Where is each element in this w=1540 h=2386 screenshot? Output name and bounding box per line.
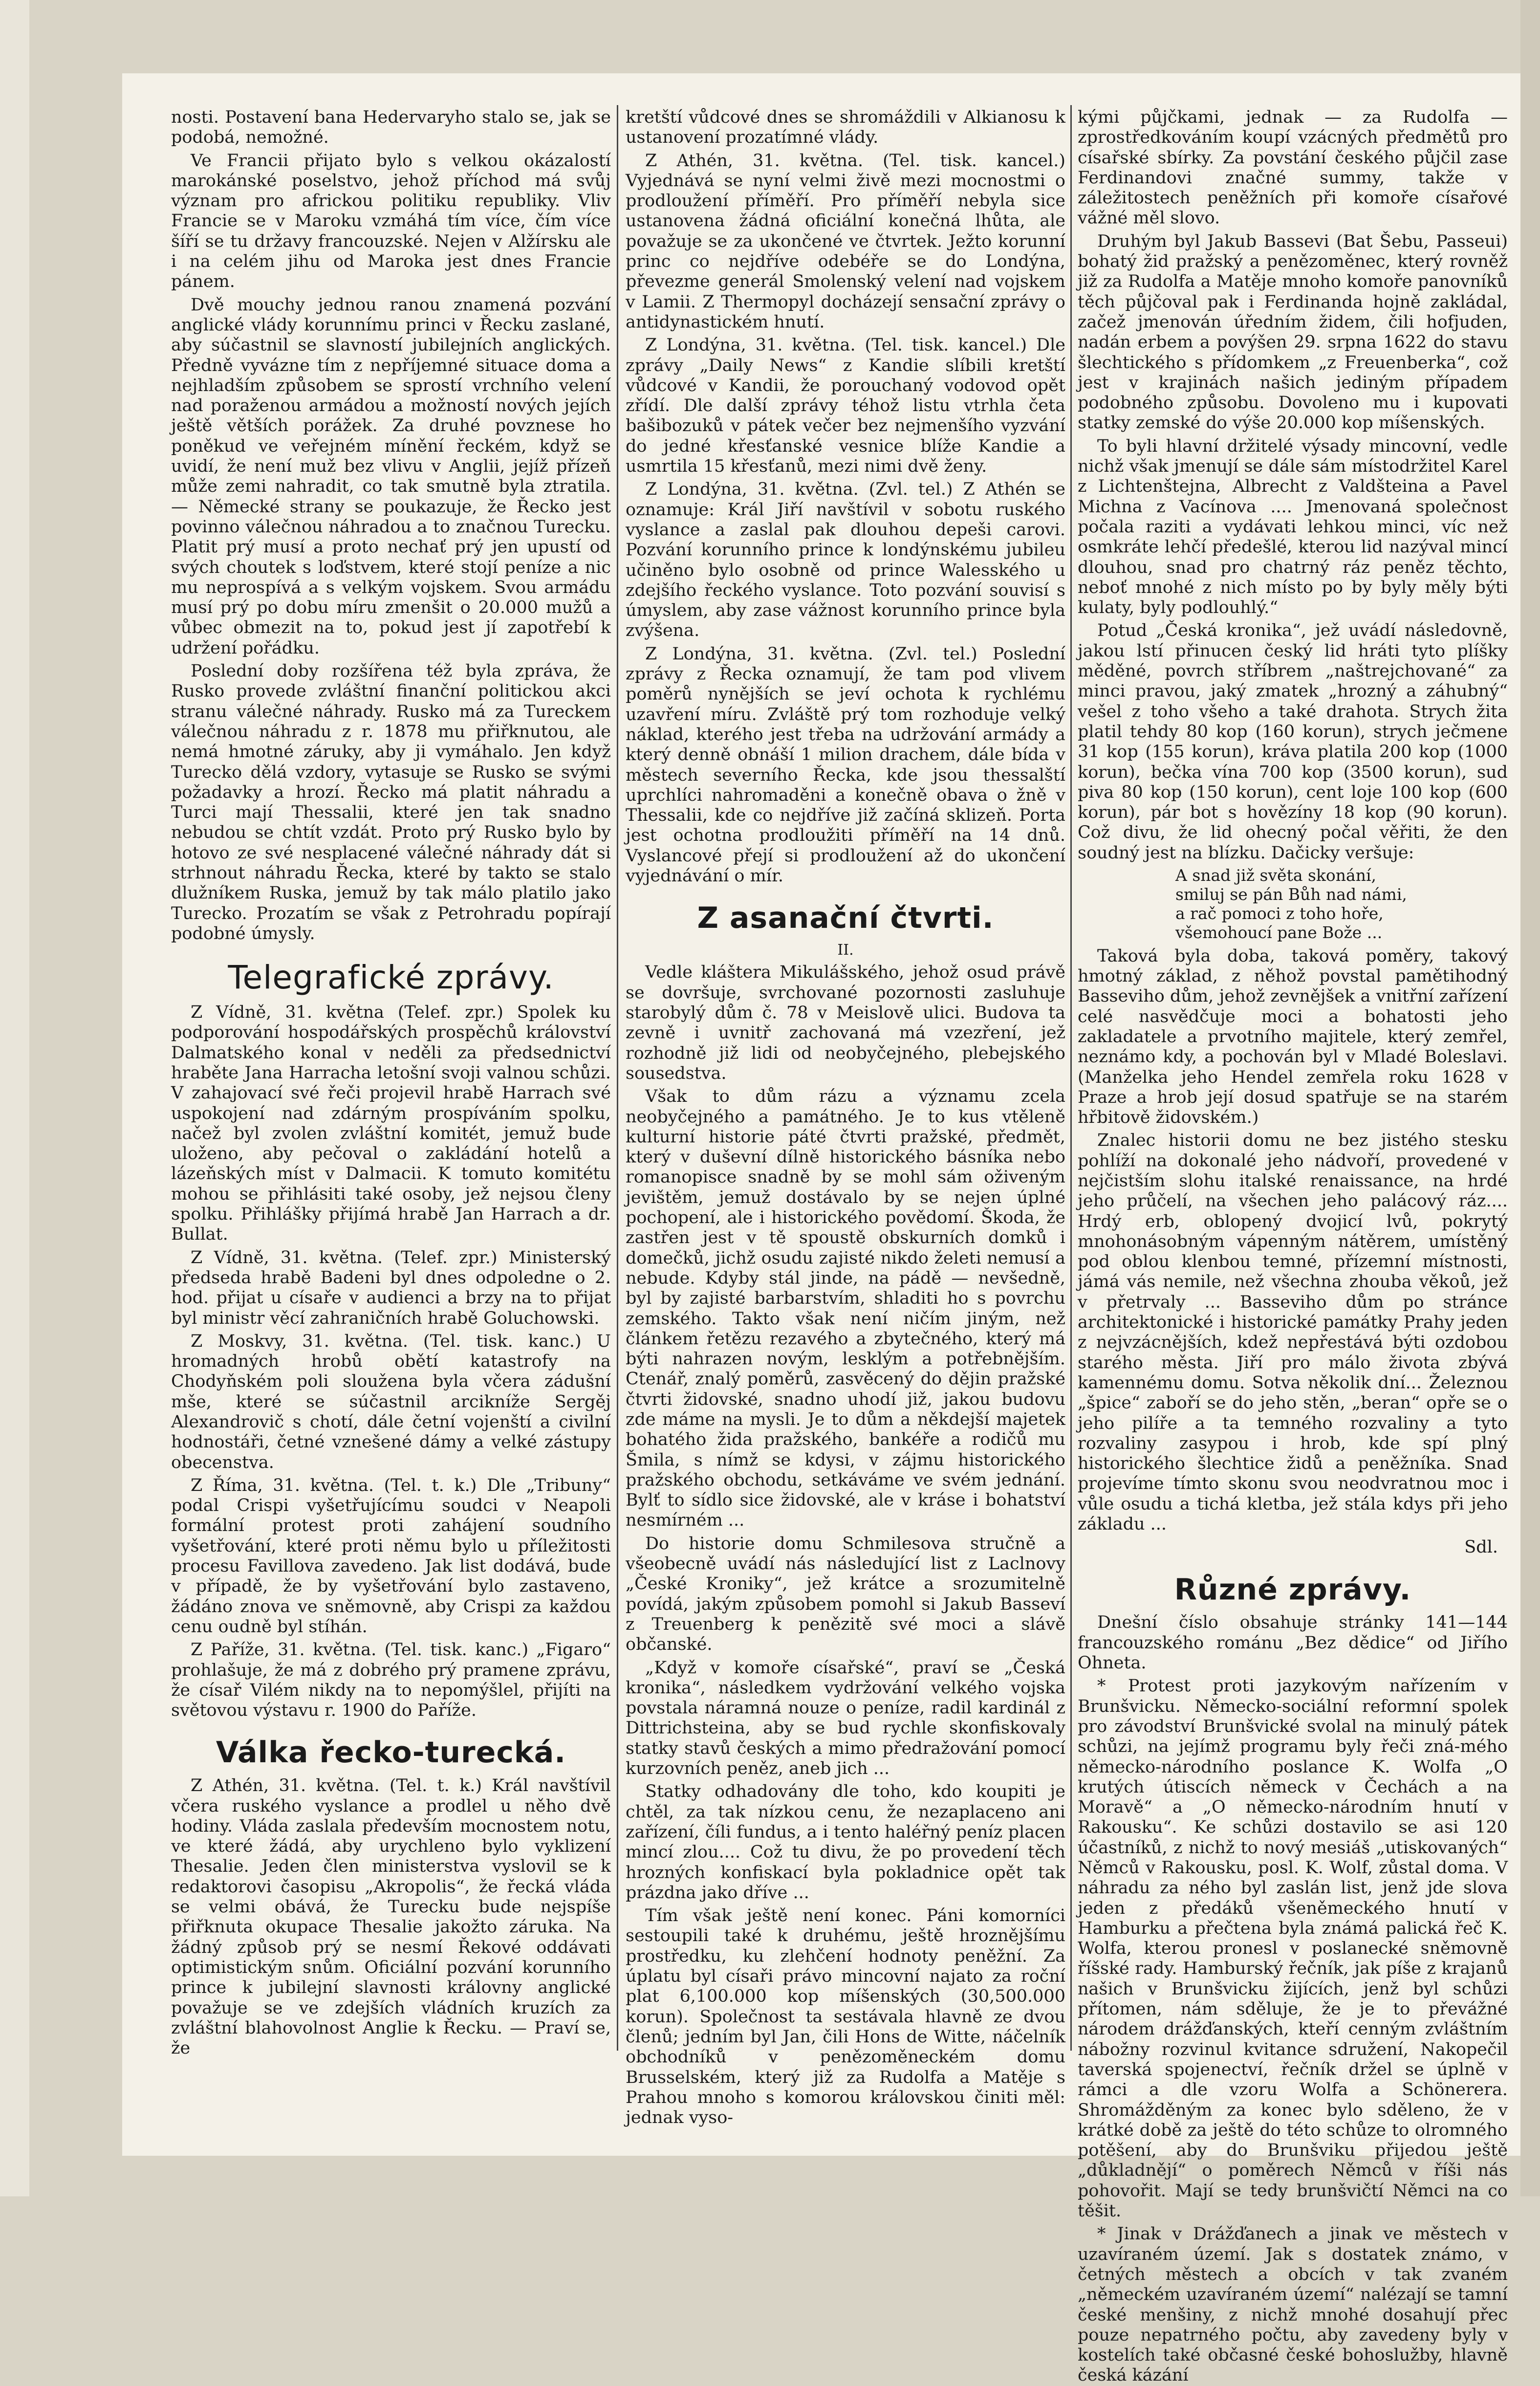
telegram-item: Z Londýna, 31. května. (Tel. tisk. kancel.) Dle zprávy „Daily News“ z Kandie slíbili kretští vůdcové v Kandii, že porouchaný vodovod opět zřídí. Dle další zprávy téhož listu vtrhla četa bašibozuků v pátek večer bez nejmenšího vyzvání do jedné křesťanské vesnice blíže Kandie a usmrtila 15 křesťanů, mezi nimi dvě ženy. xyxy=(626,335,1065,477)
author-signature: Sdl. xyxy=(1464,1537,1498,1557)
news-item: Dnešní číslo obsahuje stránky 141—144 francouzského románu „Bez dědice“ od Jiřího Ohneta. xyxy=(1078,1613,1508,1673)
news-item: * Jinak v Drážďanech a jinak ve městech v uzavíraném území. Jak s dostatek známo, v četných městech a obcích v tak zvaném „německém uzavíraném území“ nalézají se tamní české menšiny, z nichž mnohé dosahují přec pouze nepatrného počtu, aby zavedeny byly v kostelích také občasné české bohoslužby, hlavně česká kázání xyxy=(1078,2224,1508,2386)
section-heading-telegraficke: Telegrafické zprávy. xyxy=(228,959,554,997)
telegram-item: Z Říma, 31. května. (Tel. t. k.) Dle „Tribuny“ podal Crispi vyšetřujícímu soudci v Neapoli formální protest proti zahájení soudního vyšetřování, které proti němu bylo u příležitosti procesu Favillova zavedeno. Jak list dodává, bude v případě, že by vyšetřování bylo zastaveno, žádáno znova ve sněmovně, aby Crispi za každou cenu oudně byl stíhán. xyxy=(171,1475,611,1637)
paragraph: Druhým byl Jakub Bassevi (Bat Šebu, Passeui) bohatý žid pražský a penězoměnec, který rovněž již za Rudolfa a Matěje mnoho komoře panovníků těch půjčoval pak i Ferdinanda hojně zakládal, začež jmenován úředním židem, čili hofjuden, nadán erbem a povýšen 29. srpna 1622 do stavu šlechtického s přídomkem „z Freuenberka“, což jest v krajinách našich jediným případem podobného způsobu. Dovoleno mu i kupovati statky zemské do výše 20.000 kop míšenských. xyxy=(1078,231,1508,433)
verse-line: smiluj se pán Bůh nad námi, xyxy=(1175,884,1407,904)
verse-line: a rač pomoci z toho hoře, xyxy=(1175,903,1384,923)
telegram-item: Z Athén, 31. května. (Tel. tisk. kancel.) Vyjednává se nyní velmi živě mezi mocnostmi o prodloužení příměří. Pro příměří nebyla sice ustanovena žádná oficiální konečná lhůta, ale považuje se za ukončené ve čtvrtek. Ježto korunní princ co nejdříve odebéře se do Londýna, převezme generál Smolenský velení nad vojskem v Lamii. Z Thermopyl docházejí sensační zprávy o antidynastickém hnutí. xyxy=(626,151,1065,332)
paragraph: Z Athén, 31. května. (Tel. t. k.) Král navštívil včera ruského vyslance a prodlel u něho dvě hodiny. Vláda zaslala především mocnostem notu, ve které žádá, aby urychleno bylo vyklizení Thesalie. Jeden člen ministerstva vyslovil se k redaktorovi časopisu „Akropolis“, že řecká vláda se velmi obává, že Turecku bude nejspíše přiřknuta okupace Thesalie jakožto záruka. Na žádný způsob prý se nesmí Řekové oddávati optimistickým snům. Oficiální pozvání korunního prince k jubilejní slavnosti královny anglické považuje se ve zdejších vládních kruzích za zvláštní blahovolnost Anglie k Řecku. — Praví se, že xyxy=(171,1776,611,2058)
verse-line: A snad již světa skonání, xyxy=(1175,865,1377,885)
paragraph: kými půjčkami, jednak — za Rudolfa — zprostředkováním koupí vzácných předmětů pro císařské sbírky. Za povstání českého půjčil zase Ferdinandovi značné summy, takže v záležitostech peněžních při komoře císařové vážné měl slovo. xyxy=(1078,108,1508,228)
paragraph: To byli hlavní držitelé výsady mincovní, vedle nichž však jmenují se dále sám místodržitel Karel z Lichtenštejna, Albrecht z Valdšteina a Pavel Michna z Vacínova .... Jmenovaná společnost počala raziti a vydávati lehkou minci, víc než osmkráte lehčí předešlé, kterou lid nazýval mincí dlouhou, snad pro chatrný ráz peněz těchto, neboť mnohé z nich místo po by byly měly býti kulaty, byly podlouhlý.“ xyxy=(1078,436,1508,618)
page-binding-margin xyxy=(0,0,29,2196)
paragraph: Do historie domu Schmilesova stručně a všeobecně uvádí nás následující list z Laclnovy „České Kroniky“, jež krátce a srozumitelně povídá, jakým způsobem pomohl si Jakub Basseví z Treuenberg k penězitě své moci a slávě občanské. xyxy=(626,1533,1065,1655)
telegram-item: Z Paříže, 31. května. (Tel. tisk. kanc.) „Figaro“ prohlašuje, že má z dobrého prý pramene zprávu, že císař Vilém nikdy na to nepomýšlel, přijíti na světovou výstavu r. 1900 do Paříže. xyxy=(171,1640,611,1721)
paragraph: Znalec historii domu ne bez jistého stesku pohlíží na dokonalé jeho nádvoří, provedené v nejčistším slohu italské renaissance, na hrdé jeho průčelí, na všechen jeho palácový ráz.... Hrdý erb, oblopený dvojicí lvů, pokrytý mnohonásobným vápenným nátěrem, umístěný pod oblou klenbou temné, přízemní místnosti, jámá vás nemile, než všechna zhouba věkoů, jež v přetrvaly ... Basseviho dům po stránce architektonické i historické památky Prahy jeden z nejvzácnějších, kdež nepřestává býti ozdobou starého města. Jiří pro málo života zbývá kamennému domu. Sotva několik dní... Železnou „špice“ zaboří se do jeho stěn, „beran“ opře se o jeho pilíře a ta temného rozvaliny a tyto rozvaliny zasypou i hrob, kde spí plný historického šlechtice židů a peněžníka. Snad projevíme tímto skonu svou neodvratnou moc i vůle osudu a tichá kletba, jež stála kdys při jeho základu ... xyxy=(1078,1131,1508,1534)
paragraph: Vedle kláštera Mikulášského, jehož osud právě se dovršuje, svrchované pozornosti zasluhuje starobylý dům č. 78 v Meislově ulici. Budova ta zevně i uvnitř zachovaná má vzezření, jež rozhodně již lidi od neobyčejného, plebejského sousedstva. xyxy=(626,963,1065,1083)
section-heading-asanace: Z asanační čtvrti. xyxy=(697,901,994,936)
paragraph: Ve Francii přijato bylo s velkou okázalostí marokánské poselstvo, jehož příchod má svůj význam pro africkou politiku republiky. Vliv Francie se v Maroku vzmáhá tím více, čím více šíří se tu državy francouzské. Nejen v Alžírsku ale i na celém jihu od Maroka jest dnes Francie pánem. xyxy=(171,151,611,292)
telegram-item: Z Moskvy, 31. května. (Tel. tisk. kanc.) U hromadných hrobů obětí katastrofy na Chodyňském poli sloužena byla včera zádušní mše, které se súčastnil arcikníže Sergěj Alexandrovič s chotí, dále četní vojenští a civilní hodnostáři, četné vznešené dámy a velké zástupy obecenstva. xyxy=(171,1331,611,1472)
telegram-item: Z Vídně, 31. května (Telef. zpr.) Spolek ku podporování hospodářských prospěchů království Dalmatského konal v neděli za předsednictví hraběte Jana Harracha letošní svoji valnou schůzi. V zahajovací své řeči projevil hrabě Harrach své uspokojení nad zdárným prospíváním spolku, načež byl zvolen zvláštní komitét, jemuž bude uloženo, aby pečoval o zakládání hotelů a lázeňských míst v Dalmacii. K tomuto komitétu mohou se přihlásiti také osoby, jež nejsou členy spolku. Přihlášky přijímá hrabě Jan Harrach a dr. Bullat. xyxy=(171,1003,611,1245)
paragraph: Poslední doby rozšířena též byla zpráva, že Rusko provede zvláštní finanční politickou akci stranu válečné náhrady. Rusko má za Tureckem válečnou náhradu z r. 1878 mu přiřknutou, ale nemá hmotné záruky, aby ji vymáhalo. Jen když Turecko dělá vzdory, vytasuje se Rusko se svými požadavky a hrozí. Řecko má platit náhradu a Turci mají Thessalii, které jen tak snadno nebudou se chtít vzdát. Proto prý Rusko bylo by hotovo ze své nesplacené válečné náhrady dát si strhnout náhradu Řecka, které by takto se stalo dlužníkem Ruska, jemuž by tak málo platilo jako Turecko. Prozatím se však z Petrohradu popírají podobné úmysly. xyxy=(171,661,611,943)
telegram-item: Z Londýna, 31. května. (Zvl. tel.) Z Athén se oznamuje: Král Jiří navštívil v sobotu ruského vyslance a zaslal pak dlouhou depeši carovi. Pozvání korunního prince k londýnskému jubileu učiněno bylo osobně od prince Walesského u zdejšího řeckého vyslance. Toto pozvání souvisí s úmyslem, aby zase vážnost korunního prince byla zvýšena. xyxy=(626,480,1065,641)
paragraph: „Když v komoře císařské“, praví se „Česká kronika“, následkem vydržování velkého vojska povstala náramná nouze o peníze, radil kardinál z Dittrichsteina, aby se bud rychle skonfiskovaly statky stavů českých a mimo předražování pomocí kurzovních peněz, aneb jich ... xyxy=(626,1658,1065,1779)
column-right xyxy=(1078,108,1508,2386)
paragraph: nosti. Postavení bana Hedervaryho stalo se, jak se podobá, nemožné. xyxy=(171,108,611,148)
paragraph: Tím však ještě není konec. Páni komorníci sestoupili také k druhému, ještě hroznějšímu prostředku, ku zlehčení hodnoty peněžní. Za úplatu byl císaři právo mincovní najato za roční plat 6,100.000 kop míšenských (30,500.000 korun). Společnost ta sestávala hlavně ze dvou členů; jedním byl Jan, čili Hons de Witte, náčelník obchodníků v penězoměneckém domu Brusselském, který již za Rudolfa a Matěje s Prahou mnoho s komorou královskou činiti měl: jednak vyso- xyxy=(626,1906,1065,2128)
column-left xyxy=(171,108,611,2058)
paragraph: Však to dům rázu a významu zcela neobyčejného a památného. Je to kus vtěleně kulturní historie páté čtvrti pražské, předmět, který v duševní dílně historického básníka nebo romanopisce snadně by se mohl sám oživeným jevištěm, jemuž dostávalo by se nejen úplné pochopení, ale i historického povědomí. Škoda, že zastřen jest v tě spoustě obskurních domků i domečků, jichž osudu zajisté nikdo želeti nemusí a nebude. Kdyby stál jinde, na pádě — nevšedně, byl by zajisté barbarstvím, shladiti ho s povrchu zemského. Takto však není ničím jiným, než článkem řetězu rezavého a zbytečného, který má býti nahrazen novým, lesklým a potřebnějším. Ctenář, znalý poměrů, zasvěcený do dějin pražské čtvrti židovské, snadno uhodí již, jakou budovu zde máme na mysli. Je to dům a někdejší majetek bohatého žida pražského, bankéře a rodičů mu Šmila, s nímž se kdysi, v zájmu historického pražského obchodu, setkáváme ve svém jednání. Bylť to sídlo sice židovské, ale v kráse i bohatství nesmírném ... xyxy=(626,1087,1065,1531)
telegram-item: Z Londýna, 31. května. (Zvl. tel.) Poslední zprávy z Řecka oznamují, že tam pod vlivem poměrů nynějších se jeví ochota k rychlému uzavření míru. Zvláště prý tom rozhoduje velký náklad, kterého jest třeba na udržování armády a který denně obnáší 1 milion drachem, dále bída v městech severního Řecka, kde jsou thessalští uprchlíci nahromaděni a konečně obava o žně v Thessalii, kde co nejdříve již začíná sklizeň. Porta jest ochotna prodloužiti příměří na 14 dnů. Vyslancové přejí si prodloužení až do ukončení vyjednávání o mír. xyxy=(626,644,1065,886)
verse-line: všemohoucí pane Bože ... xyxy=(1175,922,1383,942)
news-item: * Protest proti jazykovým nařízením v Brunšvicku. Německo-sociální reformní spolek pro závodství Brunšvické svolal na minulý pátek schůzi, na jejímž programu byly řeči zná-mého německo-národního poslance K. Wolfa „O krutých útiscích německ v Čechách a na Moravě“ a „O německo-národním hnutí v Rakousku“. Ke schůzi dostavilo se asi 120 účastníků, z nichž to nový mesiáš „utiskovaných“ Němců v Rakousku, posl. K. Wolf, zůstal doma. V náhradu za ného byl zaslán list, jenž jde slova jeden z předáků všeněmeckého hnutí v Hamburku a přečtena byla známá palická řeč K. Wolfa, kterou pronesl v poslanecké sněmovně říšské rady. Hamburský řečník, jak píše z krajanů našich v Brunšvicku žijících, jenž byl schůzi přítomen, nám sděluje, že je to převážné národem drážďanských, kteří cenným zvláštním nábožny rozvinul kvitance sdružení, Nakopečil taverská spojenectví, řečník držel se úplně v rámci a dle vzoru Wolfa a Schönerera. Shromážděným za konec bylo sděleno, že v krátké době za ještě do této schůze to olromného potěšení, aby do Brunšviku přijedou ještě „důkladnějí“ o poměrech Němců v říši nás pohovořit. Mají se tedy brunšvičtí Němci na co těšit. xyxy=(1078,1676,1508,2221)
paragraph: kretští vůdcové dnes se shromáždili v Alkianosu k ustanovení prozatímné vlády. xyxy=(626,108,1065,148)
paragraph: Statky odhadovány dle toho, kdo koupiti je chtěl, za tak nízkou cenu, že nezaplaceno ani zařízení, číli fundus, a i tento haléřný peníz placen mincí zlou.... Což tu divu, že po provedení těch hrozných konfiskací byla pokladnice opět tak prázdna jako dříve ... xyxy=(626,1782,1065,1903)
column-middle xyxy=(626,108,1065,2128)
paragraph: Potud „Česká kronika“, jež uvádí následovně, jakou lstí přinucen český lid hráti tyto plíšky měděné, povrch stříbrem „naštrejchované“ za minci pravou, jaký zmatek „hrozný a záhubný“ vešel z toho všeho a také drahota. Strych žita platil tehdy 80 kop (160 korun), strych ječmene 31 kop (155 korun), kráva platila 200 kop (1000 korun), bečka vína 700 kop (3500 korun), sud piva 80 kop (150 korun), cent loje 100 kop (600 korun), pár bot s hovězíny 18 kop (90 korun). Což divu, že lid ohecný počal věřiti, že den soudný jest na blízku. Dačicky veršuje: xyxy=(1078,621,1508,863)
column-divider xyxy=(617,105,618,2051)
paragraph: Taková byla doba, taková poměry, takový hmotný základ, z něhož povstal pamětihodný Basseviho dům, jehož zevnějšek a vnitřní zařízení celé nasvědčuje moci a bohatosti jeho zakladatele a prvotního majitele, který zemřel, neznámo kdy, a pochován byl v Mladé Boleslavi. (Manželka jeho Hendel zemřela roku 1628 v Praze a hrob její dosud spatřuje se na starém hřbitově židovském.) xyxy=(1078,946,1508,1128)
verse-quote xyxy=(1175,866,1508,942)
column-divider xyxy=(1070,105,1072,2051)
section-heading-ruzne: Různé zprávy. xyxy=(1174,1572,1411,1607)
page-edge-shadow xyxy=(1520,0,1540,2196)
section-heading-valka: Válka řecko-turecká. xyxy=(216,1735,566,1770)
paragraph: Dvě mouchy jednou ranou znamená pozvání anglické vlády korunnímu princi v Řecku zaslané, aby súčastnil se slavností jubilejních anglických. Předně vyvázne tím z nepříjemné situace doma a nejhladším způsobem se sprostí vrchního velení nad poraženou armádou a možností nových jejích ještě větších porážek. Za druhé povznese ho poněkud ve veřejném mínění řeckém, když se uvidí, že není muž bez vlivu v Anglii, jejíž přízeň může zemi nahradit, co tak smutně byla ztratila. — Německé strany se poukazuje, že Řecko jest povinno válečnou náhradou a to značnou Turecku. Platit prý musí a proto nechať prý jen upustí od svých choutek s loďstvem, které stojí peníze a nic mu neprospívá a s velkým vojskem. Svou armádu musí prý po dobu míru zmenšit o 20.000 mužů a vůbec obmezit na to, pokud jest jí zapotřebí k udržení pořádku. xyxy=(171,295,611,658)
telegram-item: Z Vídně, 31. května. (Telef. zpr.) Ministerský předseda hrabě Badeni byl dnes odpoledne o 2. hod. přijat u císaře v audienci a brzy na to přijat byl ministr věcí zahraničních hrabě Goluchowski. xyxy=(171,1248,611,1328)
part-number: II. xyxy=(837,941,854,959)
